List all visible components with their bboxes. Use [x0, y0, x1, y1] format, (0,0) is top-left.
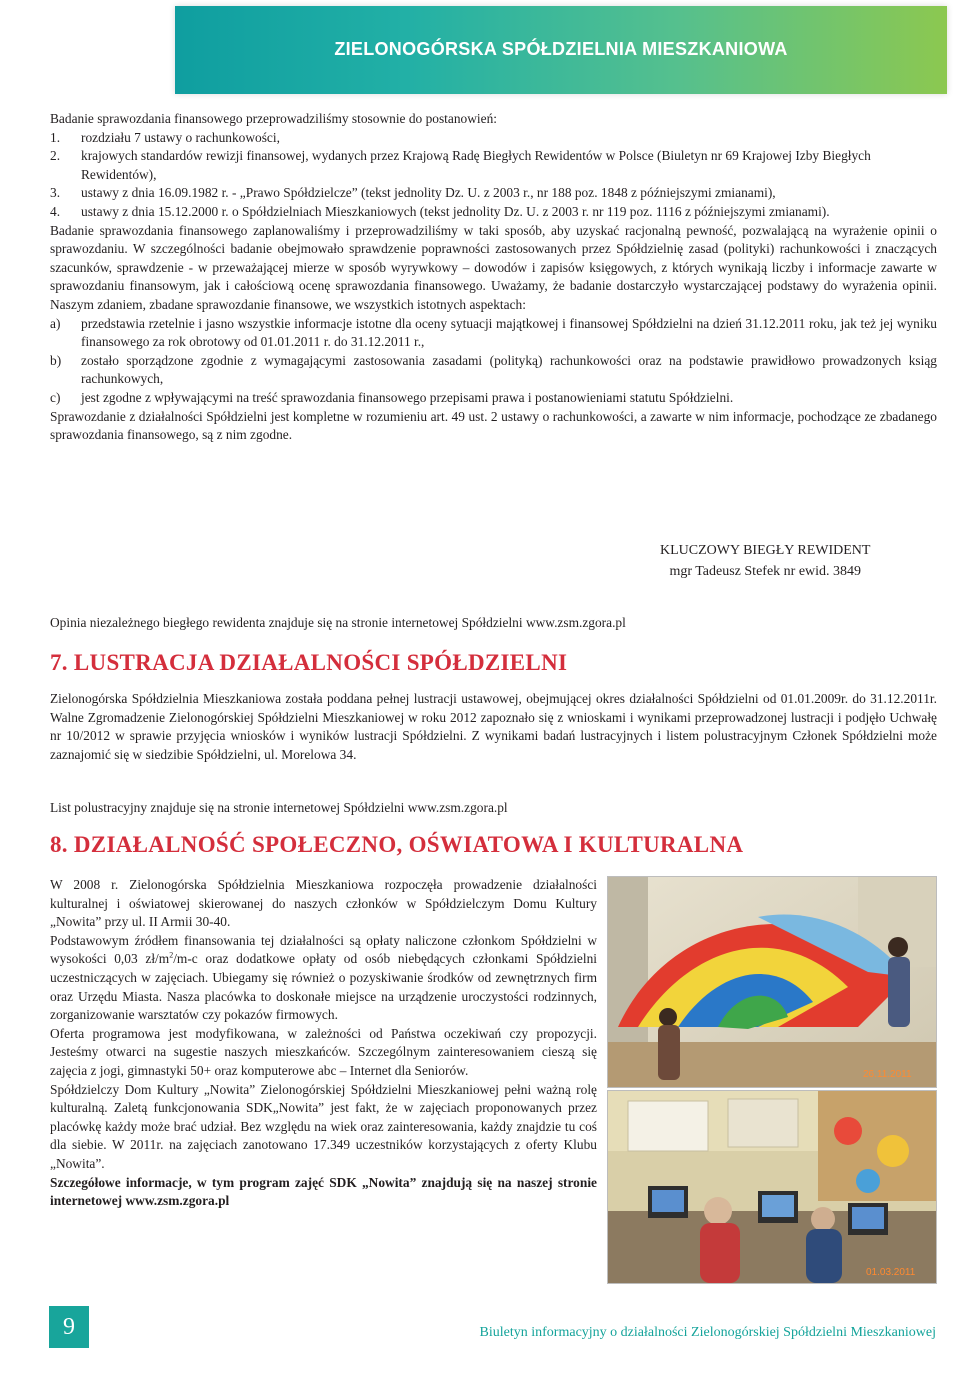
page-number: 9: [49, 1306, 89, 1348]
section-8-heading: 8. DZIAŁALNOŚĆ SPOŁECZNO, OŚWIATOWA I KULTURALNA: [50, 832, 744, 857]
section-8-text: [50, 876, 597, 1211]
header-title: ZIELONOGÓRSKA SPÓŁDZIELNIA MIESZKANIOWA: [334, 39, 788, 59]
auditor-signature: [660, 540, 870, 582]
list-item: [50, 203, 937, 222]
list-text: krajowych standardów rewizji finansowej, wydanych przez Krajową Radę Biegłych Rewidentów w Polsce (Biuletyn nr 69 Krajowej Izby Biegłych Rewidentów),: [81, 148, 871, 182]
footer-text: Biuletyn informacyjny o działalności Zielonogórskiej Spółdzielni Mieszkaniowej: [479, 1325, 936, 1340]
section-7-paragraph: Zielonogórska Spółdzielnia Mieszkaniowa została poddana pełnej lustracji ustawowej, obejmującej okres działalności Spółdzielni od 01.01.2009r. do 31.12.2011r. Walne Zgromadzenie Zielonogórskiej Spółdzielni Mieszkaniowej w roku 2012 zapoznało się z wnioskami i wynikami przeprowadzonej lustracji i podjęło Uchwałę nr 10/2012 w sprawie przyjęcia wniosków i wyników lustracji Spółdzielni. Z wynikami badań lustracyjnych i listem polustracyjnym Członek Spółdzielni może zaznajomić się w siedzibie Spółdzielni, ul. Morelowa 34.: [50, 691, 937, 762]
header-banner: [175, 6, 947, 94]
signature-name: mgr Tadeusz Stefek nr ewid. 3849: [669, 564, 862, 579]
list-letter: a): [50, 315, 61, 331]
list-text: jest zgodne z wpływającymi na treść sprawozdania finansowego przepisami prawa i postanowieniami statutu Spółdzielni.: [81, 389, 734, 405]
intro-text: Badanie sprawozdania finansowego przeprowadziliśmy stosownie do postanowień:: [50, 111, 497, 126]
list-text: zostało sporządzone zgodnie z wymagającymi zastosowania zasadami (polityką) rachunkowości oraz na podstawie prawidłowo prowadzonych ksiąg rachunkowych,: [81, 352, 937, 387]
section-7-heading: 7. LUSTRACJA DZIAŁALNOŚCI SPÓŁDZIELNI: [50, 650, 568, 675]
list-item: [50, 315, 937, 352]
list-text: rozdziału 7 ustawy o rachunkowości,: [81, 129, 280, 145]
list-letter: c): [50, 389, 61, 405]
opinion-note: Opinia niezależnego biegłego rewidenta znajduje się na stronie internetowej Spółdzielni www.zsm.zgora.pl: [50, 615, 626, 630]
section-8-paragraph: W 2008 r. Zielonogórska Spółdzielnia Mieszkaniowa rozpoczęła prowadzenie działalności kulturalnej i oświatowej skierowanej do naszych członków w Spółdzielczym Domu Kultury „Nowita” przy ul. II Armii 30-40.: [50, 877, 597, 930]
list-letter: b): [50, 352, 62, 368]
list-item: [50, 147, 937, 184]
list-number: 4.: [50, 203, 61, 219]
list-number: 1.: [50, 129, 61, 145]
list-item: [50, 389, 937, 408]
list-number: 2.: [50, 148, 61, 164]
section-8-details-note: Szczegółowe informacje, w tym program zajęć SDK „Nowita” znajdują się na naszej stronie internetowej www.zsm.zgora.pl: [50, 1174, 597, 1209]
signature-title: KLUCZOWY BIEGŁY REWIDENT: [660, 543, 871, 558]
aspects-list: [50, 315, 937, 408]
audit-paragraph: Badanie sprawozdania finansowego zaplanowaliśmy i przeprowadziliśmy w taki sposób, aby uzyskać racjonalną pewność, pozwalającą na wyrażenie opinii o sprawozdaniu. W szczególności badanie obejmowało sprawdzenie poprawności zastosowanych przez Spółdzielnię zasad (polityki) rachunkowości i znaczących szacunków, sprawdzenie - w przeważającej mierze w sposób wyrywkowy – dowodów i zapisów księgowych, z których wynikają liczby i informacje zawarte w sprawozdaniu finansowym, jak i całościową ocenę sprawozdania finansowego. Uważamy, że badanie dostarczyło wystarczającej podstawy do wyrażenia opinii. Naszym zdaniem, zbadane sprawozdanie finansowe, we wszystkich istotnych aspektach:: [50, 222, 937, 312]
laws-list: [50, 129, 937, 222]
list-text: ustawy z dnia 16.09.1982 r. - „Prawo Spółdzielcze” (tekst jednolity Dz. U. z 2003 r., nr 188 poz. 1848 z późniejszymi zmianami),: [81, 185, 776, 201]
list-item: [50, 184, 937, 203]
section-8-paragraph: Oferta programowa jest modyfikowana, w zależności od Państwa oczekiwań czy propozycji. Jesteśmy otwarci na sugestie naszych mieszkańców. Szczególnym zainteresowaniem cieszą się zajęcia z jogi, gimnastyki 50+ oraz komputerowe abc – Internet dla Seniorów.: [50, 1025, 597, 1078]
list-item: [50, 129, 937, 148]
photo-date-stamp: 01.03.2011: [866, 1267, 916, 1278]
photo-date-stamp: 26.11.2011: [863, 1069, 912, 1080]
list-text: ustawy z dnia 15.12.2000 r. o Spółdzielniach Mieszkaniowych (tekst jednolity Dz. U. z 2003 r. nr 119 poz. 1116 z późniejszymi zmianami).: [81, 203, 830, 219]
list-item: [50, 352, 937, 389]
list-number: 3.: [50, 185, 61, 201]
photo-computer-class: [607, 1090, 937, 1284]
section-8-paragraph: Podstawowym źródłem finansowania tej działalności są opłaty naliczone członkom Spółdzielni w wysokości 0,03 $zł/m^2/m-c$ oraz dodatkowe opłaty od osób niebędących członkami Spółdzielni uczestniczących w zajęciach. Ubiegamy się również o pozyskiwanie środków od zewnętrznych firm oraz Urzędu Miasta. Nasza placówka to doskonałe miejsce na urządzenie uroczystości rodzinnych, zorganizowanie warsztatów czy pokazów firmowych.: [50, 932, 597, 1023]
section-8-paragraph: Spółdzielczy Dom Kultury „Nowita” Zielonogórskiej Spółdzielni Mieszkaniowej pełni ważną rolę kulturalną. Zaletą funkcjonowania SDK„Nowita” jest fakt, że w zajęciach proponowanych przez placówkę każdy może brać udział. Bez względu na wiek oraz zainteresowania, każdy znajdzie tu coś dla siebie. W 2011r. na zajęciach zanotowano 17.349 uczestników korzystających z oferty Klubu „Nowita”.: [50, 1081, 597, 1171]
section-7-note: List polustracyjny znajduje się na stronie internetowej Spółdzielni www.zsm.zgora.pl: [50, 800, 508, 815]
report-paragraph: Sprawozdanie z działalności Spółdzielni jest kompletne w rozumieniu art. 49 ust. 2 ustawy o rachunkowości, a zawarte w nim informacje, pochodzące ze zbadanego sprawozdania finansowego, są z nim zgodne.: [50, 408, 937, 443]
audit-opinion-section: [50, 110, 937, 445]
list-text: przedstawia rzetelnie i jasno wszystkie informacje istotne dla oceny sytuacji majątkowej i finansowej Spółdzielni na dzień 31.12.2011 roku, jak też jej wyniku finansowego za rok obrotowy od 01.01.2011 r. do 31.12.2011 r.,: [81, 315, 937, 350]
photo-parachute-game: [607, 876, 937, 1088]
